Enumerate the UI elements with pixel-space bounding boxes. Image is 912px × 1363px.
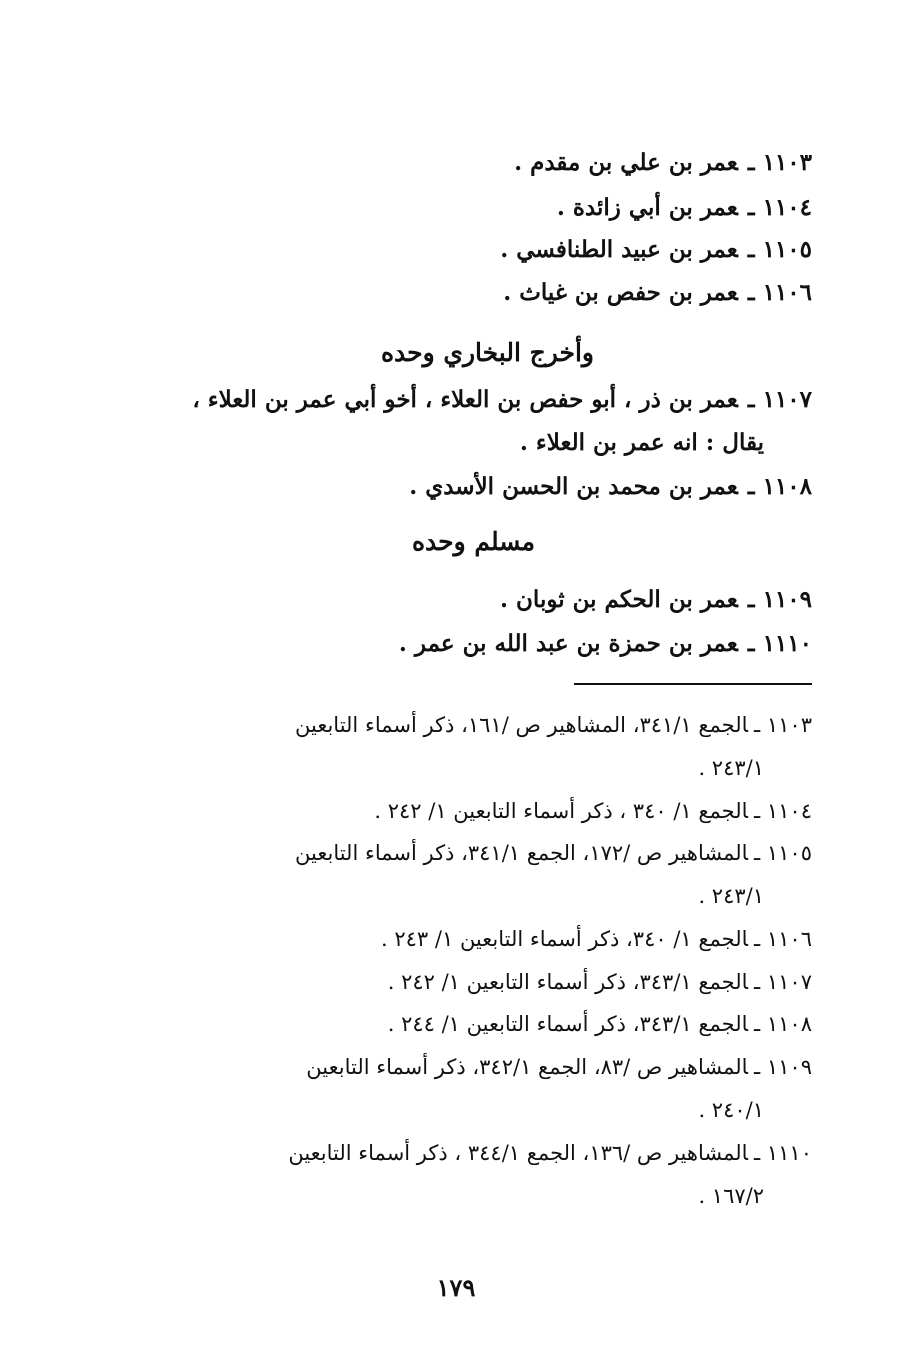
entry-number: ١١٠٤ ـ: [747, 194, 812, 221]
entry-text: عمر بن علي بن مقدم .: [514, 149, 738, 176]
entry-text: عمر بن محمد بن الحسن الأسدي .: [409, 473, 738, 500]
entry-1108: [112, 467, 812, 507]
entry-1107-continuation: يقال : انه عمر بن العلاء .: [519, 429, 764, 456]
footnote-number: ١١٠٣ ـ: [754, 713, 812, 737]
entry-1109: [112, 580, 812, 620]
footnote-number: ١١٠٤ ـ: [754, 799, 812, 823]
entry-number: ١١١٠ ـ: [747, 630, 812, 657]
footnote-number: ١١٠٧ ـ: [754, 970, 812, 994]
entry-1105: [112, 230, 812, 270]
entry-1104: [112, 188, 812, 228]
footnote-number: ١١٠٦ ـ: [754, 927, 812, 951]
footnote-1106: [122, 919, 812, 959]
footnote-number: ١١١٠ ـ: [754, 1141, 812, 1165]
entry-1107: [112, 380, 812, 420]
footnote-1103-continuation: ٢٤٣/١ .: [698, 756, 764, 780]
entry-text: عمر بن ذر ، أبو حفص بن العلاء ، أخو أبي عمر بن العلاء ،: [192, 386, 738, 413]
footnote-text: الجمع ١/ ٣٤٠ ، ذكر أسماء التابعين ١/ ٢٤٢ .: [374, 799, 749, 823]
footnote-1110-continuation: ١٦٧/٢ .: [698, 1184, 764, 1208]
footnote-number: ١١٠٥ ـ: [754, 841, 812, 865]
footnote-text: الجمع ١/ ٣٤٠، ذكر أسماء التابعين ١/ ٢٤٣ .: [381, 927, 749, 951]
footnote-1109-continuation: ٢٤٠/١ .: [698, 1098, 764, 1122]
footnote-1109: [122, 1047, 812, 1087]
entry-number: ١١٠٣ ـ: [747, 149, 812, 176]
entry-text: عمر بن الحكم بن ثوبان .: [500, 586, 738, 613]
footnote-text: المشاهير ص /٨٣، الجمع ٣٤٢/١، ذكر أسماء التابعين: [306, 1055, 749, 1079]
footnote-1103: [122, 705, 812, 745]
footnote-text: المشاهير ص /١٧٢، الجمع ٣٤١/١، ذكر أسماء التابعين: [295, 841, 749, 865]
footnote-separator: [574, 683, 812, 685]
footnote-text: الجمع ٣٤٣/١، ذكر أسماء التابعين ١/ ٢٤٢ .: [387, 970, 749, 994]
entry-text: عمر بن حفص بن غياث .: [503, 279, 738, 306]
entry-number: ١١٠٥ ـ: [747, 236, 812, 263]
section-heading-muslim: مسلم وحده: [411, 527, 535, 556]
footnote-text: المشاهير ص /١٣٦، الجمع ٣٤٤/١ ، ذكر أسماء التابعين: [288, 1141, 749, 1165]
footnote-1108: [122, 1004, 812, 1044]
section-heading-bukhari: وأخرج البخاري وحده: [380, 338, 594, 367]
footnote-1105-continuation: ٢٤٣/١ .: [698, 884, 764, 908]
entry-1110: [112, 624, 812, 664]
footnote-1107: [122, 962, 812, 1002]
footnote-text: الجمع ٣٤١/١، المشاهير ص /١٦١، ذكر أسماء التابعين: [295, 713, 749, 737]
entry-1103: [112, 143, 812, 183]
entry-text: عمر بن حمزة بن عبد الله بن عمر .: [398, 630, 738, 657]
footnote-text: الجمع ٣٤٣/١، ذكر أسماء التابعين ١/ ٢٤٤ .: [387, 1012, 749, 1036]
entry-number: ١١٠٦ ـ: [747, 279, 812, 306]
footnote-1104: [122, 791, 812, 831]
footnote-number: ١١٠٨ ـ: [754, 1012, 812, 1036]
entry-1106: [112, 273, 812, 313]
footnote-1105: [122, 833, 812, 873]
entry-text: عمر بن أبي زائدة .: [556, 194, 738, 221]
footnote-1110: [122, 1133, 812, 1173]
entry-number: ١١٠٩ ـ: [747, 586, 812, 613]
entry-text: عمر بن عبيد الطنافسي .: [500, 236, 738, 263]
footnote-number: ١١٠٩ ـ: [754, 1055, 812, 1079]
entry-number: ١١٠٨ ـ: [747, 473, 812, 500]
entry-number: ١١٠٧ ـ: [747, 386, 812, 413]
page-number: ١٧٩: [436, 1273, 476, 1302]
